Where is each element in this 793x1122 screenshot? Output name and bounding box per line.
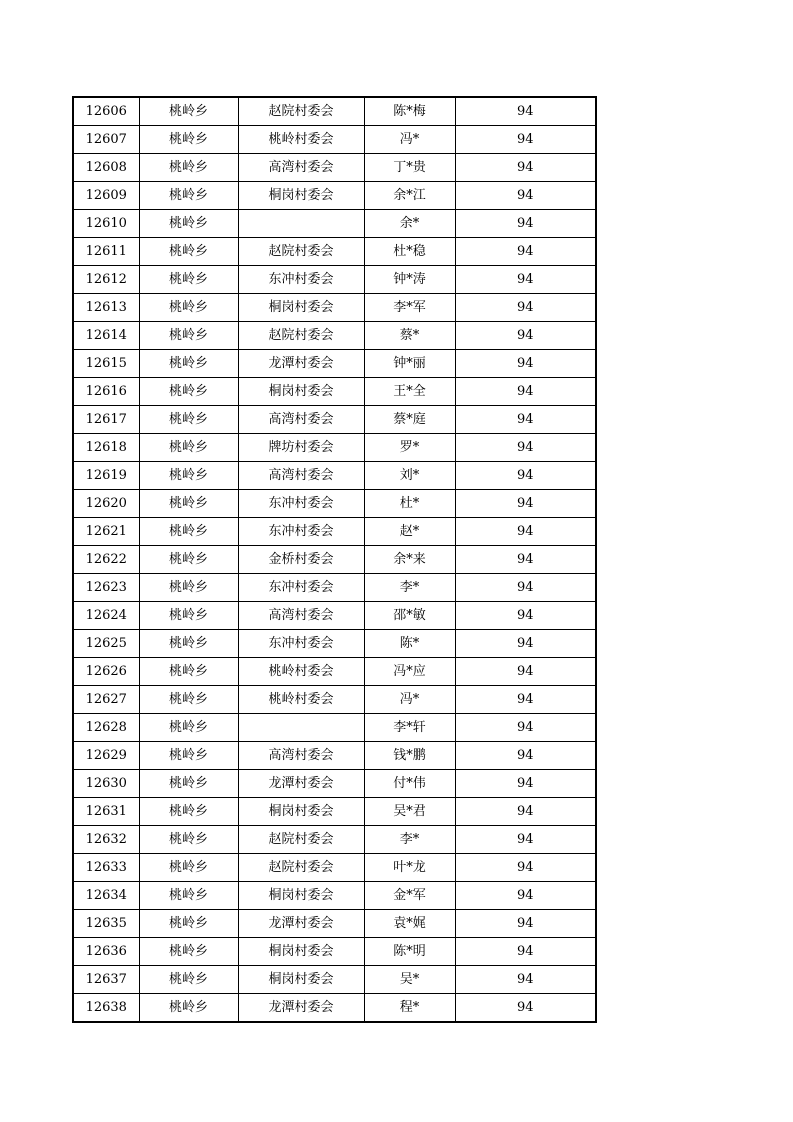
score-cell: 94 bbox=[455, 602, 596, 630]
village-committee-cell: 牌坊村委会 bbox=[238, 434, 364, 462]
village-committee-cell: 东冲村委会 bbox=[238, 574, 364, 602]
village-committee-cell: 桐岗村委会 bbox=[238, 882, 364, 910]
township-cell: 桃岭乡 bbox=[139, 350, 238, 378]
table-row bbox=[73, 210, 596, 238]
township-cell: 桃岭乡 bbox=[139, 546, 238, 574]
person-name-cell: 冯* bbox=[364, 126, 455, 154]
table-row bbox=[73, 518, 596, 546]
township-cell: 桃岭乡 bbox=[139, 97, 238, 126]
township-cell: 桃岭乡 bbox=[139, 238, 238, 266]
table-row bbox=[73, 238, 596, 266]
table-row bbox=[73, 490, 596, 518]
township-cell: 桃岭乡 bbox=[139, 182, 238, 210]
table-row bbox=[73, 658, 596, 686]
table-row bbox=[73, 294, 596, 322]
score-cell: 94 bbox=[455, 210, 596, 238]
person-name-cell: 丁*贵 bbox=[364, 154, 455, 182]
person-name-cell: 余* bbox=[364, 210, 455, 238]
table-row bbox=[73, 378, 596, 406]
table-row bbox=[73, 742, 596, 770]
table-row bbox=[73, 97, 596, 126]
township-cell: 桃岭乡 bbox=[139, 322, 238, 350]
township-cell: 桃岭乡 bbox=[139, 378, 238, 406]
score-cell: 94 bbox=[455, 378, 596, 406]
table-row bbox=[73, 630, 596, 658]
score-cell: 94 bbox=[455, 966, 596, 994]
village-committee-cell: 龙潭村委会 bbox=[238, 350, 364, 378]
township-cell: 桃岭乡 bbox=[139, 798, 238, 826]
table-row bbox=[73, 686, 596, 714]
township-cell: 桃岭乡 bbox=[139, 210, 238, 238]
score-cell: 94 bbox=[455, 490, 596, 518]
person-name-cell: 余*来 bbox=[364, 546, 455, 574]
township-cell: 桃岭乡 bbox=[139, 490, 238, 518]
record-id-cell: 12609 bbox=[73, 182, 139, 210]
village-committee-cell: 龙潭村委会 bbox=[238, 770, 364, 798]
records-body bbox=[73, 97, 596, 1022]
record-id-cell: 12628 bbox=[73, 714, 139, 742]
score-cell: 94 bbox=[455, 882, 596, 910]
village-committee-cell: 桐岗村委会 bbox=[238, 798, 364, 826]
village-committee-cell: 东冲村委会 bbox=[238, 490, 364, 518]
score-cell: 94 bbox=[455, 658, 596, 686]
township-cell: 桃岭乡 bbox=[139, 658, 238, 686]
table-row bbox=[73, 994, 596, 1023]
person-name-cell: 钟*丽 bbox=[364, 350, 455, 378]
record-id-cell: 12637 bbox=[73, 966, 139, 994]
record-id-cell: 12636 bbox=[73, 938, 139, 966]
township-cell: 桃岭乡 bbox=[139, 126, 238, 154]
village-committee-cell: 桐岗村委会 bbox=[238, 966, 364, 994]
score-cell: 94 bbox=[455, 742, 596, 770]
village-committee-cell: 东冲村委会 bbox=[238, 518, 364, 546]
township-cell: 桃岭乡 bbox=[139, 462, 238, 490]
township-cell: 桃岭乡 bbox=[139, 434, 238, 462]
township-cell: 桃岭乡 bbox=[139, 994, 238, 1023]
score-cell: 94 bbox=[455, 574, 596, 602]
record-id-cell: 12607 bbox=[73, 126, 139, 154]
score-cell: 94 bbox=[455, 546, 596, 574]
table-row bbox=[73, 182, 596, 210]
person-name-cell: 杜*稳 bbox=[364, 238, 455, 266]
township-cell: 桃岭乡 bbox=[139, 882, 238, 910]
table-row bbox=[73, 910, 596, 938]
person-name-cell: 李* bbox=[364, 826, 455, 854]
township-cell: 桃岭乡 bbox=[139, 770, 238, 798]
village-committee-cell: 东冲村委会 bbox=[238, 266, 364, 294]
person-name-cell: 陈*梅 bbox=[364, 97, 455, 126]
table-row bbox=[73, 602, 596, 630]
score-cell: 94 bbox=[455, 126, 596, 154]
record-id-cell: 12619 bbox=[73, 462, 139, 490]
village-committee-cell: 龙潭村委会 bbox=[238, 910, 364, 938]
score-cell: 94 bbox=[455, 798, 596, 826]
record-id-cell: 12616 bbox=[73, 378, 139, 406]
table-row bbox=[73, 154, 596, 182]
person-name-cell: 吴*君 bbox=[364, 798, 455, 826]
village-committee-cell: 桐岗村委会 bbox=[238, 182, 364, 210]
person-name-cell: 李* bbox=[364, 574, 455, 602]
township-cell: 桃岭乡 bbox=[139, 826, 238, 854]
table-row bbox=[73, 714, 596, 742]
record-id-cell: 12615 bbox=[73, 350, 139, 378]
record-id-cell: 12635 bbox=[73, 910, 139, 938]
village-committee-cell: 赵院村委会 bbox=[238, 826, 364, 854]
score-cell: 94 bbox=[455, 686, 596, 714]
township-cell: 桃岭乡 bbox=[139, 602, 238, 630]
village-committee-cell: 桃岭村委会 bbox=[238, 126, 364, 154]
village-committee-cell: 桃岭村委会 bbox=[238, 686, 364, 714]
person-name-cell: 罗* bbox=[364, 434, 455, 462]
township-cell: 桃岭乡 bbox=[139, 154, 238, 182]
table-row bbox=[73, 826, 596, 854]
table-row bbox=[73, 322, 596, 350]
person-name-cell: 邵*敏 bbox=[364, 602, 455, 630]
person-name-cell: 付*伟 bbox=[364, 770, 455, 798]
table-row bbox=[73, 462, 596, 490]
score-cell: 94 bbox=[455, 826, 596, 854]
record-id-cell: 12622 bbox=[73, 546, 139, 574]
score-cell: 94 bbox=[455, 322, 596, 350]
score-cell: 94 bbox=[455, 406, 596, 434]
village-committee-cell: 高湾村委会 bbox=[238, 154, 364, 182]
table-row bbox=[73, 938, 596, 966]
record-id-cell: 12632 bbox=[73, 826, 139, 854]
village-committee-cell: 赵院村委会 bbox=[238, 97, 364, 126]
person-name-cell: 李*轩 bbox=[364, 714, 455, 742]
village-committee-cell: 桐岗村委会 bbox=[238, 938, 364, 966]
table-row bbox=[73, 798, 596, 826]
village-committee-cell bbox=[238, 714, 364, 742]
record-id-cell: 12629 bbox=[73, 742, 139, 770]
score-cell: 94 bbox=[455, 97, 596, 126]
village-committee-cell: 赵院村委会 bbox=[238, 854, 364, 882]
record-id-cell: 12633 bbox=[73, 854, 139, 882]
township-cell: 桃岭乡 bbox=[139, 518, 238, 546]
person-name-cell: 冯*应 bbox=[364, 658, 455, 686]
table-row bbox=[73, 266, 596, 294]
record-id-cell: 12620 bbox=[73, 490, 139, 518]
person-name-cell: 李*军 bbox=[364, 294, 455, 322]
record-id-cell: 12617 bbox=[73, 406, 139, 434]
record-id-cell: 12621 bbox=[73, 518, 139, 546]
person-name-cell: 钱*鹏 bbox=[364, 742, 455, 770]
person-name-cell: 陈* bbox=[364, 630, 455, 658]
township-cell: 桃岭乡 bbox=[139, 966, 238, 994]
township-cell: 桃岭乡 bbox=[139, 854, 238, 882]
record-id-cell: 12610 bbox=[73, 210, 139, 238]
score-cell: 94 bbox=[455, 350, 596, 378]
village-committee-cell: 龙潭村委会 bbox=[238, 994, 364, 1023]
score-cell: 94 bbox=[455, 154, 596, 182]
score-cell: 94 bbox=[455, 630, 596, 658]
person-name-cell: 赵* bbox=[364, 518, 455, 546]
township-cell: 桃岭乡 bbox=[139, 910, 238, 938]
score-cell: 94 bbox=[455, 294, 596, 322]
table-row bbox=[73, 882, 596, 910]
township-cell: 桃岭乡 bbox=[139, 742, 238, 770]
township-cell: 桃岭乡 bbox=[139, 714, 238, 742]
score-cell: 94 bbox=[455, 462, 596, 490]
table-row bbox=[73, 770, 596, 798]
table-row bbox=[73, 434, 596, 462]
record-id-cell: 12606 bbox=[73, 97, 139, 126]
score-cell: 94 bbox=[455, 518, 596, 546]
record-id-cell: 12623 bbox=[73, 574, 139, 602]
record-id-cell: 12613 bbox=[73, 294, 139, 322]
township-cell: 桃岭乡 bbox=[139, 406, 238, 434]
person-name-cell: 冯* bbox=[364, 686, 455, 714]
score-cell: 94 bbox=[455, 238, 596, 266]
record-id-cell: 12626 bbox=[73, 658, 139, 686]
table-row bbox=[73, 126, 596, 154]
record-id-cell: 12608 bbox=[73, 154, 139, 182]
record-id-cell: 12638 bbox=[73, 994, 139, 1023]
village-committee-cell: 高湾村委会 bbox=[238, 742, 364, 770]
person-name-cell: 程* bbox=[364, 994, 455, 1023]
table-row bbox=[73, 406, 596, 434]
record-id-cell: 12614 bbox=[73, 322, 139, 350]
person-name-cell: 杜* bbox=[364, 490, 455, 518]
record-id-cell: 12618 bbox=[73, 434, 139, 462]
person-name-cell: 叶*龙 bbox=[364, 854, 455, 882]
score-cell: 94 bbox=[455, 854, 596, 882]
village-committee-cell: 高湾村委会 bbox=[238, 406, 364, 434]
record-id-cell: 12634 bbox=[73, 882, 139, 910]
person-name-cell: 金*军 bbox=[364, 882, 455, 910]
record-id-cell: 12612 bbox=[73, 266, 139, 294]
village-committee-cell: 赵院村委会 bbox=[238, 322, 364, 350]
table-row bbox=[73, 574, 596, 602]
score-cell: 94 bbox=[455, 182, 596, 210]
score-cell: 94 bbox=[455, 770, 596, 798]
township-cell: 桃岭乡 bbox=[139, 294, 238, 322]
person-name-cell: 吴* bbox=[364, 966, 455, 994]
score-cell: 94 bbox=[455, 266, 596, 294]
person-name-cell: 刘* bbox=[364, 462, 455, 490]
village-committee-cell: 金桥村委会 bbox=[238, 546, 364, 574]
township-cell: 桃岭乡 bbox=[139, 266, 238, 294]
person-name-cell: 蔡*庭 bbox=[364, 406, 455, 434]
township-cell: 桃岭乡 bbox=[139, 574, 238, 602]
village-committee-cell: 高湾村委会 bbox=[238, 602, 364, 630]
score-cell: 94 bbox=[455, 938, 596, 966]
village-committee-cell: 桃岭村委会 bbox=[238, 658, 364, 686]
score-cell: 94 bbox=[455, 714, 596, 742]
record-id-cell: 12627 bbox=[73, 686, 139, 714]
table-row bbox=[73, 350, 596, 378]
record-id-cell: 12630 bbox=[73, 770, 139, 798]
table-row bbox=[73, 546, 596, 574]
score-cell: 94 bbox=[455, 994, 596, 1023]
score-cell: 94 bbox=[455, 434, 596, 462]
record-id-cell: 12624 bbox=[73, 602, 139, 630]
table-row bbox=[73, 854, 596, 882]
table-row bbox=[73, 966, 596, 994]
village-committee-cell: 桐岗村委会 bbox=[238, 294, 364, 322]
village-committee-cell: 赵院村委会 bbox=[238, 238, 364, 266]
person-name-cell: 陈*明 bbox=[364, 938, 455, 966]
village-committee-cell: 高湾村委会 bbox=[238, 462, 364, 490]
record-id-cell: 12625 bbox=[73, 630, 139, 658]
person-name-cell: 钟*涛 bbox=[364, 266, 455, 294]
person-name-cell: 袁*娓 bbox=[364, 910, 455, 938]
score-cell: 94 bbox=[455, 910, 596, 938]
person-name-cell: 余*江 bbox=[364, 182, 455, 210]
record-id-cell: 12611 bbox=[73, 238, 139, 266]
township-cell: 桃岭乡 bbox=[139, 938, 238, 966]
village-committee-cell bbox=[238, 210, 364, 238]
village-committee-cell: 东冲村委会 bbox=[238, 630, 364, 658]
records-table bbox=[72, 96, 597, 1023]
village-committee-cell: 桐岗村委会 bbox=[238, 378, 364, 406]
record-id-cell: 12631 bbox=[73, 798, 139, 826]
township-cell: 桃岭乡 bbox=[139, 686, 238, 714]
township-cell: 桃岭乡 bbox=[139, 630, 238, 658]
person-name-cell: 蔡* bbox=[364, 322, 455, 350]
person-name-cell: 王*全 bbox=[364, 378, 455, 406]
